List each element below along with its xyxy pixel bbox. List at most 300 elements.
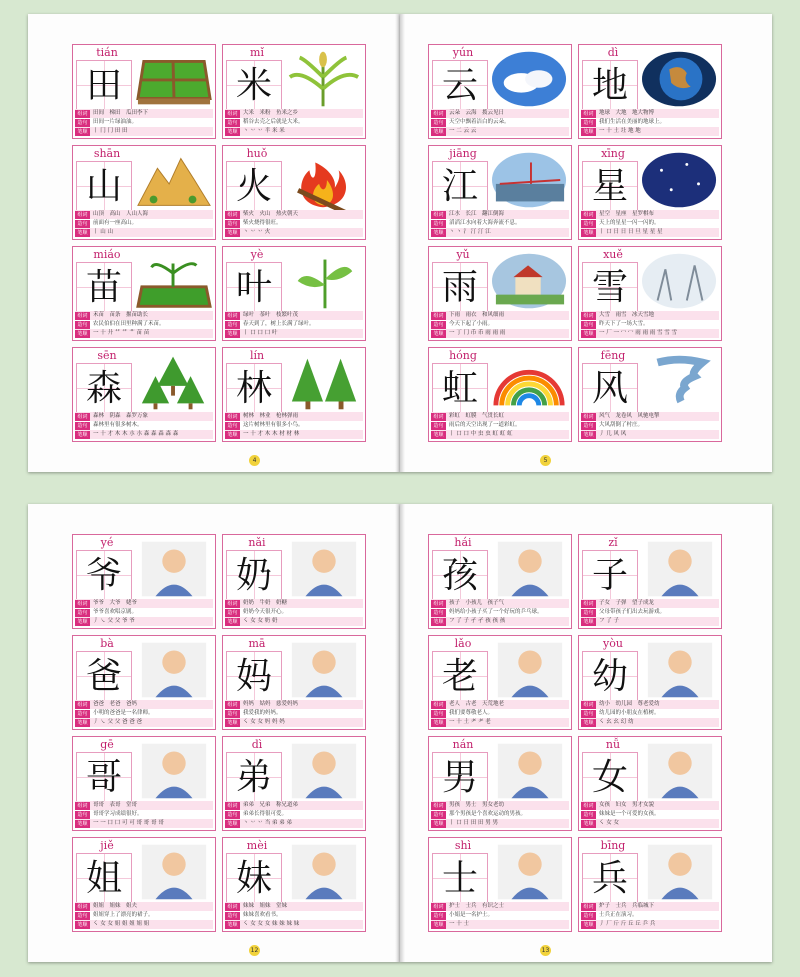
chinese-character: 虹: [441, 368, 478, 409]
words-tag: 组词: [581, 110, 596, 118]
chinese-character: 奶: [235, 555, 272, 596]
card-details: [581, 109, 719, 136]
strokes-row: [581, 718, 719, 727]
brother-photo-icon: [136, 741, 212, 801]
strokes-row: [431, 819, 569, 828]
sentence-tag: 造句: [581, 710, 596, 718]
sentence-text: 奶奶今天很开心。: [243, 609, 288, 615]
words-tag: 组词: [225, 701, 240, 709]
tank-icon: [642, 842, 718, 902]
words-tag: 组词: [225, 110, 240, 118]
sentence-text: 那个男孩是个喜欢运动的男孩。: [449, 811, 527, 817]
strokes-tag: 笔顺: [581, 229, 596, 237]
card-details: [581, 902, 719, 929]
pinyin: nán: [452, 738, 474, 751]
tianzige-grid: [76, 651, 132, 701]
words-tag: 组词: [431, 110, 446, 118]
words-text: 哥哥 表哥 堂哥: [93, 802, 138, 808]
tianzige-grid: [226, 363, 282, 413]
pinyin: nǚ: [605, 738, 621, 751]
sentence-tag: 造句: [225, 119, 240, 127]
sentence-text: 天空中飘着洁白的云朵。: [449, 119, 510, 125]
pinyin: yè: [250, 248, 264, 261]
words-text: 妈妈 姑妈 慈爱妈妈: [243, 701, 299, 707]
book-spread-bottom: [28, 504, 772, 962]
strokes-tag: 笔顺: [75, 921, 90, 929]
river-bridge-icon: [492, 150, 568, 210]
strokes-tag: 笔顺: [431, 128, 446, 136]
pinyin: mā: [248, 637, 266, 650]
stroke-order: 丨 口 日 日 日 旦 星 星 星: [599, 229, 663, 235]
sentence-text: 妹妹是一个可爱的女孩。: [599, 811, 660, 817]
words-tag: 组词: [225, 903, 240, 911]
card-details: [581, 700, 719, 727]
chinese-character: 爸: [85, 656, 122, 697]
words-tag: 组词: [581, 600, 596, 608]
strokes-row: [581, 819, 719, 828]
character-card: [428, 736, 572, 831]
words-tag: 组词: [225, 413, 240, 421]
strokes-row: [225, 329, 363, 338]
card-details: [225, 109, 363, 136]
strokes-tag: 笔顺: [225, 719, 240, 727]
stroke-order: 丨 口 口 中 虫 虫 虹 虹 虹: [449, 431, 513, 437]
sentence-tag: 造句: [75, 220, 90, 228]
pinyin: jiě: [100, 839, 114, 852]
pinyin: hóng: [449, 349, 477, 362]
character-card: [428, 145, 572, 240]
sentence-tag: 造句: [75, 609, 90, 617]
pinyin: yǔ: [456, 248, 470, 261]
sentence-text: 弟弟长得很可爱。: [243, 811, 288, 817]
strokes-row: [225, 819, 363, 828]
sentence-text: 我们要尊敬老人。: [449, 710, 494, 716]
sentence-tag: 造句: [431, 912, 446, 920]
words-row: [75, 902, 213, 911]
pinyin: mǐ: [250, 46, 264, 59]
words-text: 树林 林业 枪林弹雨: [243, 413, 299, 419]
words-text: 姐姐 姐妹 姐夫: [93, 903, 138, 909]
strokes-tag: 笔顺: [431, 820, 446, 828]
chinese-character: 火: [235, 166, 272, 207]
book-spine: [395, 504, 405, 962]
words-text: 彩虹 虹膜 气贯长虹: [449, 413, 505, 419]
card-details: [431, 109, 569, 136]
words-row: [581, 311, 719, 320]
chinese-character: 子: [591, 555, 628, 596]
words-tag: 组词: [75, 903, 90, 911]
santa-icon: [492, 640, 568, 700]
character-card: [72, 736, 216, 831]
words-tag: 组词: [581, 211, 596, 219]
words-row: [431, 902, 569, 911]
pinyin: fēng: [600, 349, 626, 362]
strokes-tag: 笔顺: [225, 128, 240, 136]
card-details: [431, 902, 569, 929]
strokes-row: [581, 228, 719, 237]
sentence-tag: 造句: [225, 710, 240, 718]
words-tag: 组词: [581, 802, 596, 810]
stroke-order: 一 二 云 云: [449, 128, 477, 134]
words-tag: 组词: [431, 701, 446, 709]
pinyin: mèi: [246, 839, 268, 852]
words-tag: 组词: [431, 413, 446, 421]
forest-icon: [136, 352, 212, 412]
stroke-order: 一 丁 冂 币 币 雨 雨 雨: [449, 330, 506, 336]
strokes-row: [431, 228, 569, 237]
mom-photo-icon: [286, 640, 362, 700]
tianzige-grid: [582, 651, 638, 701]
tianzige-grid: [432, 853, 488, 903]
sentence-text: 士兵正在演习。: [599, 912, 638, 918]
sentence-tag: 造句: [75, 422, 90, 430]
words-text: 孩子 小孩儿 孩子气: [449, 600, 505, 606]
words-row: [75, 700, 213, 709]
page-4: [28, 14, 400, 472]
words-text: 护士 士兵 有识之士: [449, 903, 505, 909]
strokes-row: [75, 329, 213, 338]
words-text: 禾苗 苗条 揠苗助长: [93, 312, 149, 318]
chinese-character: 老: [441, 656, 478, 697]
strokes-row: [225, 617, 363, 626]
sentence-tag: 造句: [225, 220, 240, 228]
words-text: 柴火 火山 热火朝天: [243, 211, 299, 217]
pinyin: dì: [251, 738, 263, 751]
words-text: 风气 龙卷风 风驰电掣: [599, 413, 660, 419]
strokes-row: [75, 718, 213, 727]
character-card: [72, 246, 216, 341]
boy-skateboard-icon: [492, 741, 568, 801]
words-text: 子女 子弹 望子成龙: [599, 600, 655, 606]
words-tag: 组词: [75, 110, 90, 118]
earth-icon: [642, 49, 718, 109]
mountain-icon: [136, 150, 212, 210]
tianzige-grid: [432, 752, 488, 802]
sentence-tag: 造句: [431, 710, 446, 718]
strokes-tag: 笔顺: [75, 330, 90, 338]
sentence-text: 我爱我的妈妈。: [243, 710, 282, 716]
sentence-tag: 造句: [431, 422, 446, 430]
strokes-row: [75, 430, 213, 439]
strokes-tag: 笔顺: [75, 431, 90, 439]
pinyin: shì: [454, 839, 472, 852]
strokes-tag: 笔顺: [581, 921, 596, 929]
pinyin: sēn: [97, 349, 117, 362]
starry-sky-icon: [642, 150, 718, 210]
stroke-order: 一 一 口 口 可 可 哥 哥 哥 哥: [93, 820, 164, 826]
stroke-order: 丶 丷 丷 火: [243, 229, 271, 235]
card-details: [225, 210, 363, 237]
strokes-row: [75, 617, 213, 626]
sentence-text: 今天下起了小雨。: [449, 321, 494, 327]
words-text: 山顶 高山 人山人海: [93, 211, 149, 217]
card-details: [581, 210, 719, 237]
stroke-order: 丿 ㇏ 父 父 爷 爷: [93, 618, 135, 624]
strokes-row: [431, 920, 569, 929]
card-details: [75, 412, 213, 439]
words-tag: 组词: [581, 701, 596, 709]
sentence-text: 大风刮倒了村庄。: [599, 422, 644, 428]
sentence-tag: 造句: [225, 422, 240, 430]
strokes-tag: 笔顺: [431, 921, 446, 929]
sentence-text: 雨后的天空出现了一道彩虹。: [449, 422, 521, 428]
strokes-row: [225, 920, 363, 929]
chinese-character: 苗: [85, 267, 122, 308]
strokes-tag: 笔顺: [581, 330, 596, 338]
seedling-icon: [136, 251, 212, 311]
tianzige-grid: [432, 60, 488, 110]
sentence-row: [75, 911, 213, 920]
tianzige-grid: [582, 853, 638, 903]
sentence-text: 滔滔江水向着大海奔流不息。: [449, 220, 521, 226]
words-tag: 组词: [75, 600, 90, 608]
card-details: [581, 311, 719, 338]
sentence-text: 天上的星星一闪一闪的。: [599, 220, 660, 226]
words-text: 弟弟 兄弟 称兄道弟: [243, 802, 299, 808]
words-tag: 组词: [431, 312, 446, 320]
card-details: [225, 902, 363, 929]
strokes-tag: 笔顺: [75, 229, 90, 237]
words-tag: 组词: [225, 312, 240, 320]
strokes-tag: 笔顺: [581, 719, 596, 727]
character-card: [222, 635, 366, 730]
words-row: [225, 311, 363, 320]
character-card: [578, 246, 722, 341]
pinyin: dì: [607, 46, 619, 59]
sentence-text: 我们生活在美丽的地球上。: [599, 119, 666, 125]
words-tag: 组词: [431, 903, 446, 911]
chinese-character: 林: [235, 368, 272, 409]
strokes-row: [431, 430, 569, 439]
words-row: [431, 599, 569, 608]
words-row: [431, 109, 569, 118]
strokes-tag: 笔顺: [225, 921, 240, 929]
pinyin: nǎi: [248, 536, 266, 549]
chinese-character: 地: [591, 65, 628, 106]
page-number: 4: [249, 455, 260, 466]
sentence-row: [581, 320, 719, 329]
words-tag: 组词: [75, 312, 90, 320]
strokes-row: [75, 920, 213, 929]
card-details: [75, 599, 213, 626]
sentence-row: [581, 608, 719, 617]
pinyin: yún: [452, 46, 474, 59]
stroke-order: フ 了 子 孑 孑 孩 孩 孩: [449, 618, 506, 624]
tianzige-grid: [432, 550, 488, 600]
words-row: [581, 210, 719, 219]
strokes-row: [225, 430, 363, 439]
card-details: [75, 801, 213, 828]
sentence-row: [225, 421, 363, 430]
character-card: [428, 534, 572, 629]
tianzige-grid: [582, 550, 638, 600]
words-row: [431, 311, 569, 320]
sentence-tag: 造句: [431, 811, 446, 819]
chinese-character: 雪: [591, 267, 628, 308]
tianzige-grid: [76, 752, 132, 802]
sentence-text: 哥哥学习成绩很好。: [93, 811, 143, 817]
sentence-text: 森林里有很多树木。: [93, 422, 143, 428]
tianzige-grid: [432, 161, 488, 211]
sentence-text: 春天到了，树上长满了绿叶。: [243, 321, 315, 327]
sentence-text: 妹妹喜欢看书。: [243, 912, 282, 918]
chinese-character: 妈: [235, 656, 272, 697]
chinese-character: 江: [441, 166, 478, 207]
sentence-tag: 造句: [75, 912, 90, 920]
chinese-character: 兵: [591, 858, 628, 899]
sentence-row: [431, 320, 569, 329]
pinyin: tián: [96, 46, 118, 59]
character-card: [428, 837, 572, 932]
sentence-tag: 造句: [75, 119, 90, 127]
pinyin: zǐ: [608, 536, 618, 549]
strokes-tag: 笔顺: [581, 128, 596, 136]
fire-icon: [286, 150, 362, 210]
rainbow-icon: [492, 352, 568, 412]
strokes-row: [581, 920, 719, 929]
grandpa-photo-icon: [136, 539, 212, 599]
strokes-row: [581, 617, 719, 626]
tianzige-grid: [76, 60, 132, 110]
words-row: [431, 801, 569, 810]
strokes-row: [75, 819, 213, 828]
sentence-row: [431, 810, 569, 819]
words-text: 大雪 雨雪 冰天雪地: [599, 312, 655, 318]
words-text: 爸爸 老爸 爸妈: [93, 701, 138, 707]
character-card: [72, 347, 216, 442]
tianzige-grid: [76, 550, 132, 600]
pinyin: yòu: [603, 637, 623, 650]
stroke-order: 一 十 廾 艹 艹 艹 苗 苗: [93, 330, 150, 336]
sentence-row: [431, 608, 569, 617]
strokes-tag: 笔顺: [225, 229, 240, 237]
strokes-row: [75, 127, 213, 136]
strokes-row: [431, 617, 569, 626]
card-details: [431, 599, 569, 626]
card-details: [75, 700, 213, 727]
sentence-tag: 造句: [581, 912, 596, 920]
snow-icon: [642, 251, 718, 311]
words-row: [225, 210, 363, 219]
strokes-tag: 笔顺: [431, 431, 446, 439]
pinyin: jiāng: [449, 147, 477, 160]
words-row: [581, 109, 719, 118]
sentence-row: [581, 709, 719, 718]
stroke-order: ㇛ 女 女 女 妹 妹 妹 妹: [243, 921, 300, 927]
sentence-text: 农民伯伯在田里种满了禾苗。: [93, 321, 165, 327]
sentence-row: [431, 421, 569, 430]
chinese-character: 哥: [85, 757, 122, 798]
tianzige-grid: [226, 853, 282, 903]
book-spine: [395, 14, 405, 472]
page-number: 5: [540, 455, 551, 466]
chinese-character: 风: [591, 368, 628, 409]
character-card: [578, 837, 722, 932]
leaf-icon: [286, 251, 362, 311]
words-row: [581, 902, 719, 911]
stroke-order: 一 十 土 耂 耂 老: [449, 719, 491, 725]
character-card: [428, 347, 572, 442]
sentence-text: 这片树林里有很多小鸟。: [243, 422, 304, 428]
sentence-text: 昨天下了一场大雪。: [599, 321, 649, 327]
chinese-character: 士: [441, 858, 478, 899]
strokes-tag: 笔顺: [225, 618, 240, 626]
sentence-tag: 造句: [75, 321, 90, 329]
pinyin: bà: [100, 637, 114, 650]
stroke-order: ㇛ 女 女 姐 姐 姐 姐 姐: [93, 921, 150, 927]
words-text: 绿叶 茶叶 枝繁叶茂: [243, 312, 299, 318]
strokes-tag: 笔顺: [431, 330, 446, 338]
chinese-character: 田: [85, 65, 122, 106]
stroke-order: 丿 ㇏ 父 父 爸 爸 爸: [93, 719, 142, 725]
sentence-row: [581, 421, 719, 430]
sentence-row: [75, 810, 213, 819]
sentence-tag: 造句: [581, 321, 596, 329]
sentence-row: [581, 219, 719, 228]
words-tag: 组词: [581, 903, 596, 911]
sentence-text: 父母带孩子们出去玩游戏。: [599, 609, 666, 615]
words-text: 下雨 雨衣 和风细雨: [449, 312, 505, 318]
sentence-row: [431, 118, 569, 127]
character-card: [222, 347, 366, 442]
tianzige-grid: [226, 651, 282, 701]
card-details: [75, 109, 213, 136]
character-card: [222, 736, 366, 831]
stroke-order: 一 十 才 木 木 朩 朩 森 森 森 森 森: [93, 431, 179, 437]
sentence-text: 小娟是一名护士。: [449, 912, 494, 918]
words-row: [225, 801, 363, 810]
words-text: 星空 星座 星罗棋布: [599, 211, 655, 217]
tianzige-grid: [582, 60, 638, 110]
words-text: 森林 阴森 森罗万象: [93, 413, 149, 419]
character-card: [72, 534, 216, 629]
stroke-order: フ 了 子: [599, 618, 619, 624]
pinyin: lín: [249, 349, 265, 362]
card-details: [225, 599, 363, 626]
pinyin: lǎo: [454, 637, 472, 650]
character-card: [222, 837, 366, 932]
card-details: [431, 210, 569, 237]
character-card: [222, 246, 366, 341]
stroke-order: ㇛ 女 女 奶 奶: [243, 618, 278, 624]
field-icon: [136, 49, 212, 109]
strokes-row: [431, 127, 569, 136]
sentence-tag: 造句: [225, 811, 240, 819]
sentence-row: [225, 320, 363, 329]
kid-planting-icon: [642, 640, 718, 700]
tianzige-grid: [432, 651, 488, 701]
pinyin: huǒ: [246, 147, 268, 160]
character-card: [222, 44, 366, 139]
strokes-tag: 笔顺: [225, 820, 240, 828]
words-tag: 组词: [75, 802, 90, 810]
stroke-order: 一 十 才 木 木 材 材 林: [243, 431, 300, 437]
character-card: [72, 44, 216, 139]
words-tag: 组词: [431, 802, 446, 810]
character-card: [428, 44, 572, 139]
pinyin: xīng: [601, 147, 625, 160]
sentence-text: 田间一片绿油油。: [93, 119, 138, 125]
grandma-photo-icon: [286, 539, 362, 599]
words-text: 奶奶 牛奶 奶糖: [243, 600, 288, 606]
stroke-order: 丶 丶 氵 汀 汀 江: [449, 229, 491, 235]
girl-icon: [642, 741, 718, 801]
words-text: 男孩 男士 男女老幼: [449, 802, 505, 808]
chinese-character: 弟: [235, 757, 272, 798]
character-card: [578, 736, 722, 831]
sentence-tag: 造句: [581, 811, 596, 819]
page-5: [400, 14, 772, 472]
